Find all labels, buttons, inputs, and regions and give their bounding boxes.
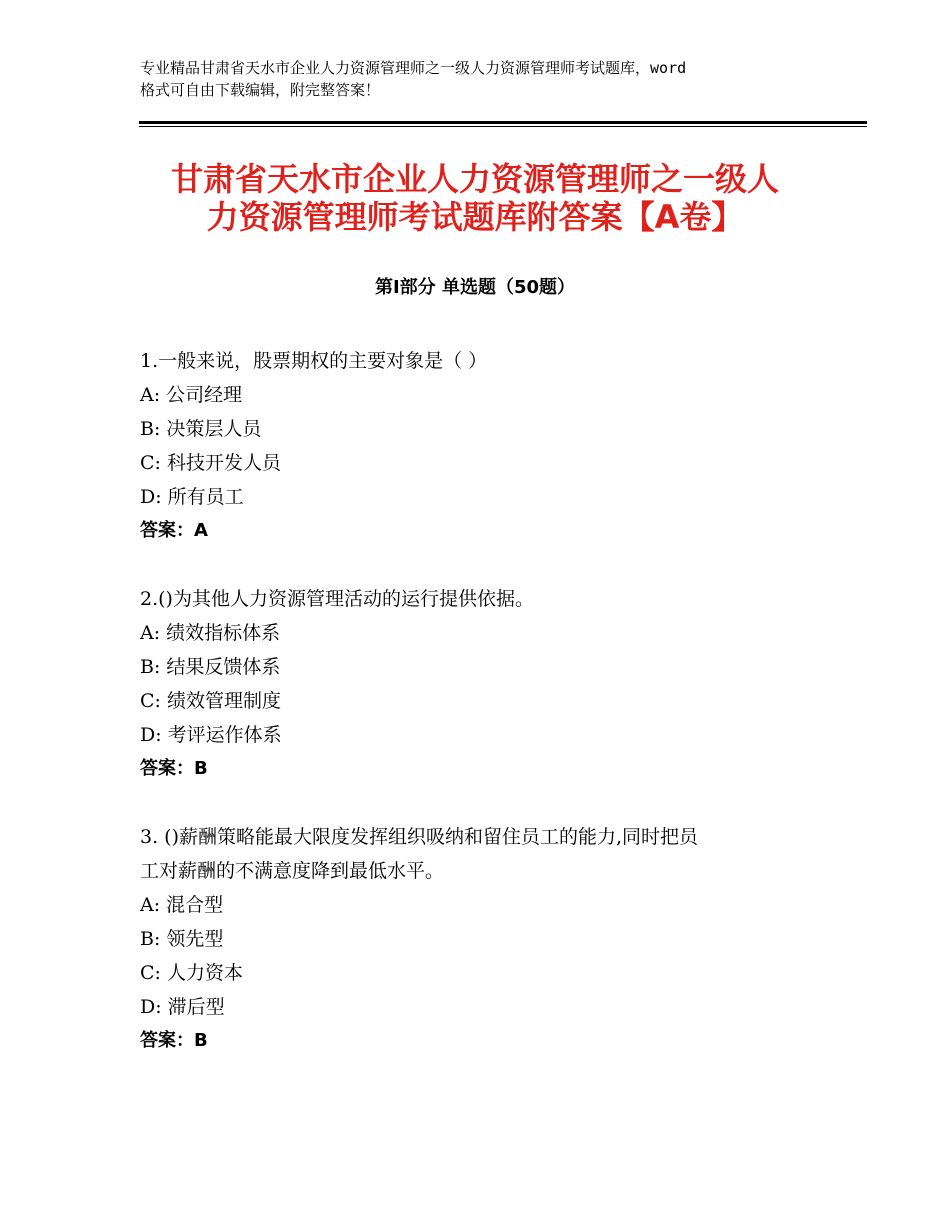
document-title-line-2: 力资源管理师考试题库附答案【A卷】 xyxy=(206,198,744,236)
document-title xyxy=(110,160,840,236)
header-divider-thick xyxy=(139,121,867,124)
header-note xyxy=(140,57,830,101)
question-2-option-b: B: 结果反馈体系 xyxy=(140,656,281,678)
header-divider-thin xyxy=(139,126,867,127)
document-title-line-1: 甘肃省天水市企业人力资源管理师之一级人 xyxy=(170,160,779,198)
question-list xyxy=(140,344,820,1092)
question-1-stem: 1.一般来说，股票期权的主要对象是（ ） xyxy=(140,350,488,372)
question-1 xyxy=(140,344,820,548)
question-2-option-c: C: 绩效管理制度 xyxy=(140,690,281,712)
question-3-option-c: C: 人力资本 xyxy=(140,962,243,984)
question-3-stem-line-2: 工对薪酬的不满意度降到最低水平。 xyxy=(140,860,445,882)
question-3-stem-line-1: 3. ()薪酬策略能最大限度发挥组织吸纳和留住员工的能力,同时把员 xyxy=(140,826,699,848)
question-2-stem: 2.()为其他人力资源管理活动的运行提供依据。 xyxy=(140,588,534,610)
header-note-line-2: 格式可自由下载编辑，附完整答案！ xyxy=(140,81,381,99)
question-2-option-d: D: 考评运作体系 xyxy=(140,724,282,746)
question-2-option-a: A: 绩效指标体系 xyxy=(140,622,281,644)
question-2 xyxy=(140,582,820,786)
question-1-option-b: B: 决策层人员 xyxy=(140,418,262,440)
question-3-answer: 答案：B xyxy=(140,1030,208,1051)
section-title: 第Ⅰ部分 单选题（50题） xyxy=(374,277,575,298)
question-1-option-c: C: 科技开发人员 xyxy=(140,452,281,474)
question-3-option-b: B: 领先型 xyxy=(140,928,224,950)
question-2-answer: 答案：B xyxy=(140,758,208,779)
header-note-line-1: 专业精品甘肃省天水市企业人力资源管理师之一级人力资源管理师考试题库，word xyxy=(140,59,687,77)
question-3 xyxy=(140,820,820,1058)
question-3-option-d: D: 滞后型 xyxy=(140,996,225,1018)
question-1-option-a: A: 公司经理 xyxy=(140,384,243,406)
question-1-option-d: D: 所有员工 xyxy=(140,486,244,508)
question-3-option-a: A: 混合型 xyxy=(140,894,224,916)
question-1-answer: 答案：A xyxy=(140,520,208,541)
